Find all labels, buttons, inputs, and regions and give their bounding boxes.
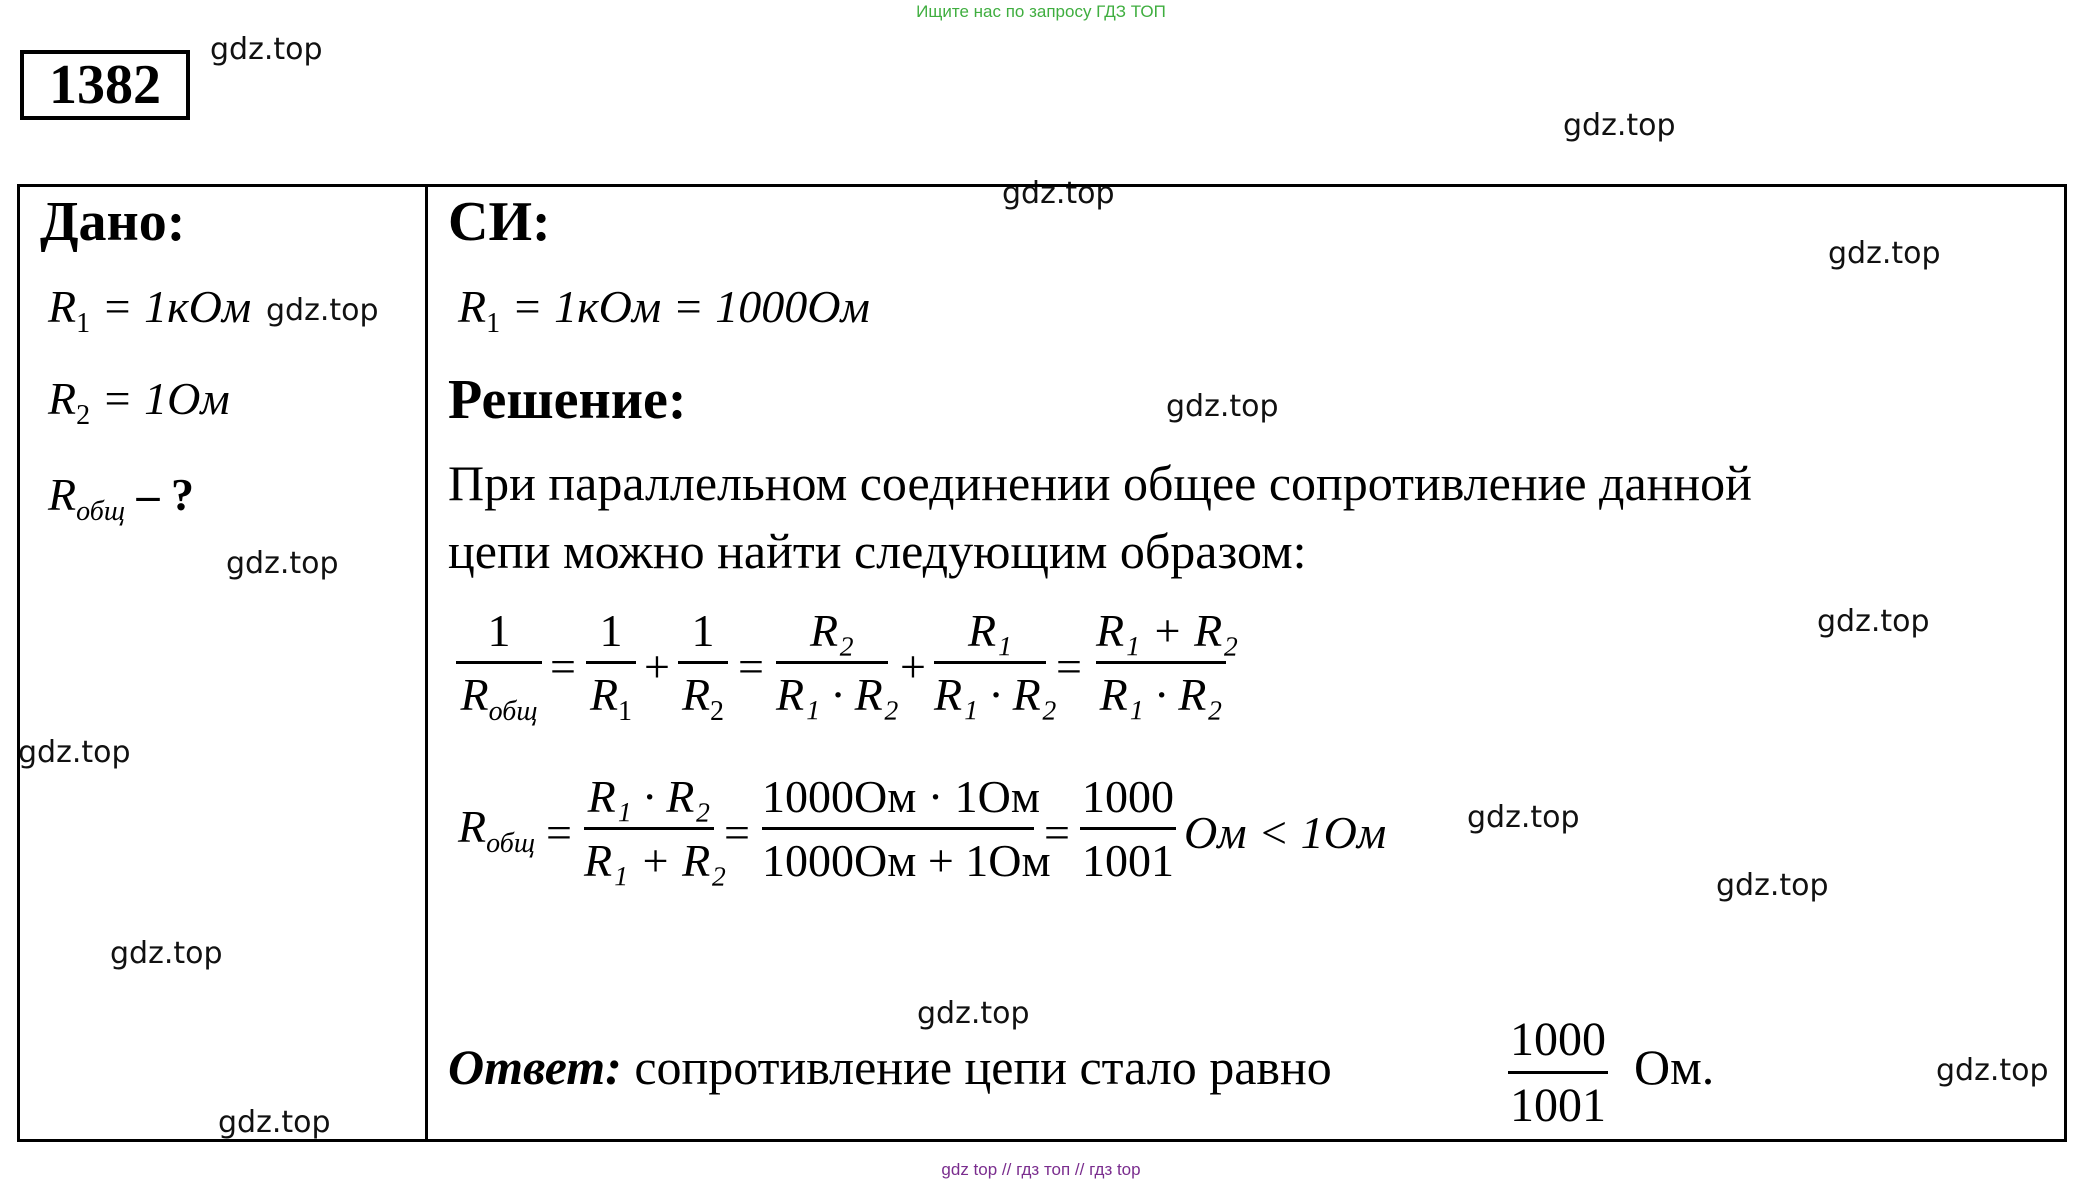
equals-sign: = [724, 807, 750, 858]
watermark: gdz.top [1817, 604, 1930, 639]
answer-unit: Ом. [1634, 1039, 1715, 1095]
equals-sign: = [546, 807, 572, 858]
given-heading: Дано: [40, 191, 186, 253]
fraction-bar [456, 661, 542, 664]
fraction-bar [776, 661, 888, 664]
r2-symbol: R [48, 373, 77, 424]
fa-frac-product-over-sum [584, 770, 727, 887]
fraction-bar [584, 827, 714, 830]
f2-denominator: R [589, 669, 619, 720]
watermark: gdz.top [266, 293, 379, 328]
watermark: gdz.top [1002, 176, 1115, 211]
given-rtotal [48, 468, 194, 527]
fraction-bar [762, 827, 1034, 830]
f6-numerator: R₁ + R₂ [1096, 605, 1239, 656]
r2-value: = 1Ом [90, 373, 230, 424]
solution-text-line2: цепи можно найти следующим образом: [448, 523, 1307, 579]
fraction-bar [934, 661, 1046, 664]
watermark: gdz.top [226, 546, 339, 581]
given-r2 [48, 372, 230, 431]
f4-numerator: R₂ [809, 605, 855, 656]
f3-denominator: R [681, 669, 711, 720]
rt-symbol: R [48, 469, 77, 520]
fc-numerator: 1000 [1082, 771, 1174, 822]
watermark: gdz.top [18, 735, 131, 770]
column-divider [425, 184, 428, 1139]
fraction-bar [1508, 1071, 1608, 1074]
lhs-symbol: R [458, 801, 487, 852]
fraction-bar [1096, 661, 1226, 664]
f1-denominator-sub: общ [488, 696, 538, 727]
si-r1-conversion [458, 280, 870, 339]
f3-frac-1-over-r2 [678, 604, 728, 727]
rt-question: – ? [124, 469, 194, 520]
watermark: gdz.top [110, 936, 223, 971]
f1-denominator: R [460, 669, 489, 720]
f1-frac-1-over-rtotal [456, 604, 542, 727]
watermark: gdz.top [210, 32, 323, 67]
r2-subscript: 2 [76, 400, 91, 431]
result-comparison: Ом < 1Ом [1184, 807, 1387, 858]
r1-value: = 1кОм [90, 281, 252, 332]
watermark: gdz.top [1716, 868, 1829, 903]
r1-subscript: 1 [76, 308, 91, 339]
f3-denominator-sub: 2 [710, 696, 725, 727]
lhs-subscript: общ [486, 828, 535, 859]
f2-denominator-sub: 1 [618, 696, 633, 727]
answer-line [448, 1038, 1332, 1096]
f4-frac-r2-over-r1r2 [776, 604, 899, 721]
f2-numerator: 1 [599, 605, 623, 656]
fa-denominator: R₁ + R₂ [584, 835, 727, 886]
f6-denominator: R₁ · R₂ [1099, 669, 1223, 720]
answer-fraction [1508, 1012, 1608, 1133]
bottom-site-links: gdz top // гдз топ // гдз top [941, 1160, 1141, 1179]
si-r-subscript: 1 [486, 308, 501, 339]
f5-frac-r1-over-r1r2 [934, 604, 1057, 721]
plus-sign: + [644, 641, 670, 692]
equals-sign: = [550, 641, 576, 692]
fb-numerator: 1000Ом · 1Ом [762, 771, 1040, 822]
f1-numerator: 1 [487, 605, 511, 656]
given-r1 [48, 280, 252, 339]
equals-sign: = [1056, 641, 1082, 692]
watermark: gdz.top [1828, 236, 1941, 271]
fc-frac-1000-over-1001 [1080, 770, 1176, 887]
f5-denominator: R₁ · R₂ [934, 669, 1057, 720]
fraction-bar [1080, 827, 1176, 830]
answer-denominator: 1001 [1510, 1079, 1606, 1132]
watermark: gdz.top [218, 1105, 331, 1140]
fc-denominator: 1001 [1082, 835, 1174, 886]
si-r-symbol: R [458, 281, 487, 332]
answer-numerator: 1000 [1510, 1013, 1606, 1066]
equals-sign: = [1044, 807, 1070, 858]
answer-label: Ответ: [448, 1039, 622, 1095]
f2-frac-1-over-r1 [586, 604, 636, 727]
watermark: gdz.top [1166, 389, 1279, 424]
watermark: gdz.top [917, 996, 1030, 1031]
watermark: gdz.top [1467, 800, 1580, 835]
answer-text: сопротивление цепи стало равно [634, 1039, 1332, 1095]
solution-heading: Решение: [448, 369, 687, 431]
f6-frac-sum-over-product [1096, 604, 1239, 721]
f4-denominator: R₁ · R₂ [776, 669, 899, 720]
watermark: gdz.top [1563, 108, 1676, 143]
fb-denominator: 1000Ом + 1Ом [762, 835, 1051, 886]
equals-sign: = [738, 641, 764, 692]
fa-numerator: R₁ · R₂ [587, 771, 711, 822]
rtotal-lhs [458, 800, 535, 859]
fraction-bar [678, 661, 728, 664]
plus-sign: + [900, 641, 926, 692]
si-heading: СИ: [448, 191, 551, 253]
top-search-hint: Ищите нас по запросу ГДЗ ТОП [916, 2, 1166, 21]
fb-frac-values [762, 770, 1051, 887]
rt-subscript: общ [76, 496, 125, 527]
si-r-value: = 1кОм = 1000Ом [500, 281, 870, 332]
problem-number-box: 1382 [20, 50, 190, 120]
fraction-bar [586, 661, 636, 664]
solution-text-line1: При параллельном соединении общее сопротивление данной [448, 455, 1752, 511]
f5-numerator: R₁ [967, 605, 1013, 656]
r1-symbol: R [48, 281, 77, 332]
watermark: gdz.top [1936, 1053, 2049, 1088]
f3-numerator: 1 [691, 605, 715, 656]
